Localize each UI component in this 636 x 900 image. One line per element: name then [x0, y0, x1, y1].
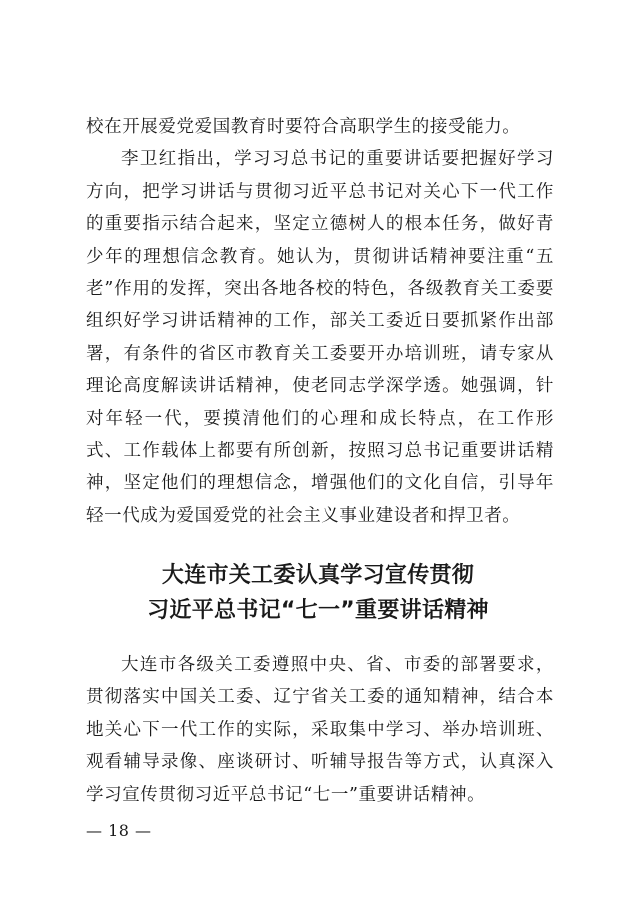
body-paragraph-li-weihong: 李卫红指出，学习习总书记的重要讲话要把握好学习方向，把学习讲话与贯彻习近平总书记对关心下一代工作的重要指示结合起来，坚定立德树人的根本任务，做好青少年的理想信念教育。她认为，贯彻讲话精神要注重“五老”作用的发挥，突出各地各校的特色，各级教育关工委要组织好学习讲话精神的工作，部关工委近日要抓紧作出部署，有条件的省区市教育关工委要开办培训班，请专家从理论高度解读讲话精神，使老同志学深学透。她强调，针对年轻一代，要摸清他们的心理和成长特点，在工作形式、工作载体上都要有所创新，按照习总书记重要讲话精神，坚定他们的理想信念，增强他们的文化自信，引导年轻一代成为爱国爱党的社会主义事业建设者和捍卫者。: [86, 149, 554, 526]
continuation-paragraph: 校在开展爱党爱国教育时要符合高职学生的接受能力。: [86, 117, 521, 137]
heading-line-1: 大连市关工委认真学习宣传贯彻: [161, 563, 475, 588]
heading-line-2: 习近平总书记“七一”重要讲话精神: [147, 598, 489, 623]
body-paragraph-dalian: 大连市各级关工委遵照中央、省、市委的部署要求，贯彻落实中国关工委、辽宁省关工委的通知精神，结合本地关心下一代工作的实际，采取集中学习、举办培训班、观看辅导录像、座谈研讨、听辅导报告等方式，认真深入学习宣传贯彻习近平总书记“七一”重要讲话精神。: [86, 655, 554, 805]
article-body-block: [86, 649, 554, 811]
article-heading: [60, 558, 576, 628]
article-continuation-block: [86, 111, 554, 532]
page-number: — 18 —: [86, 821, 152, 840]
